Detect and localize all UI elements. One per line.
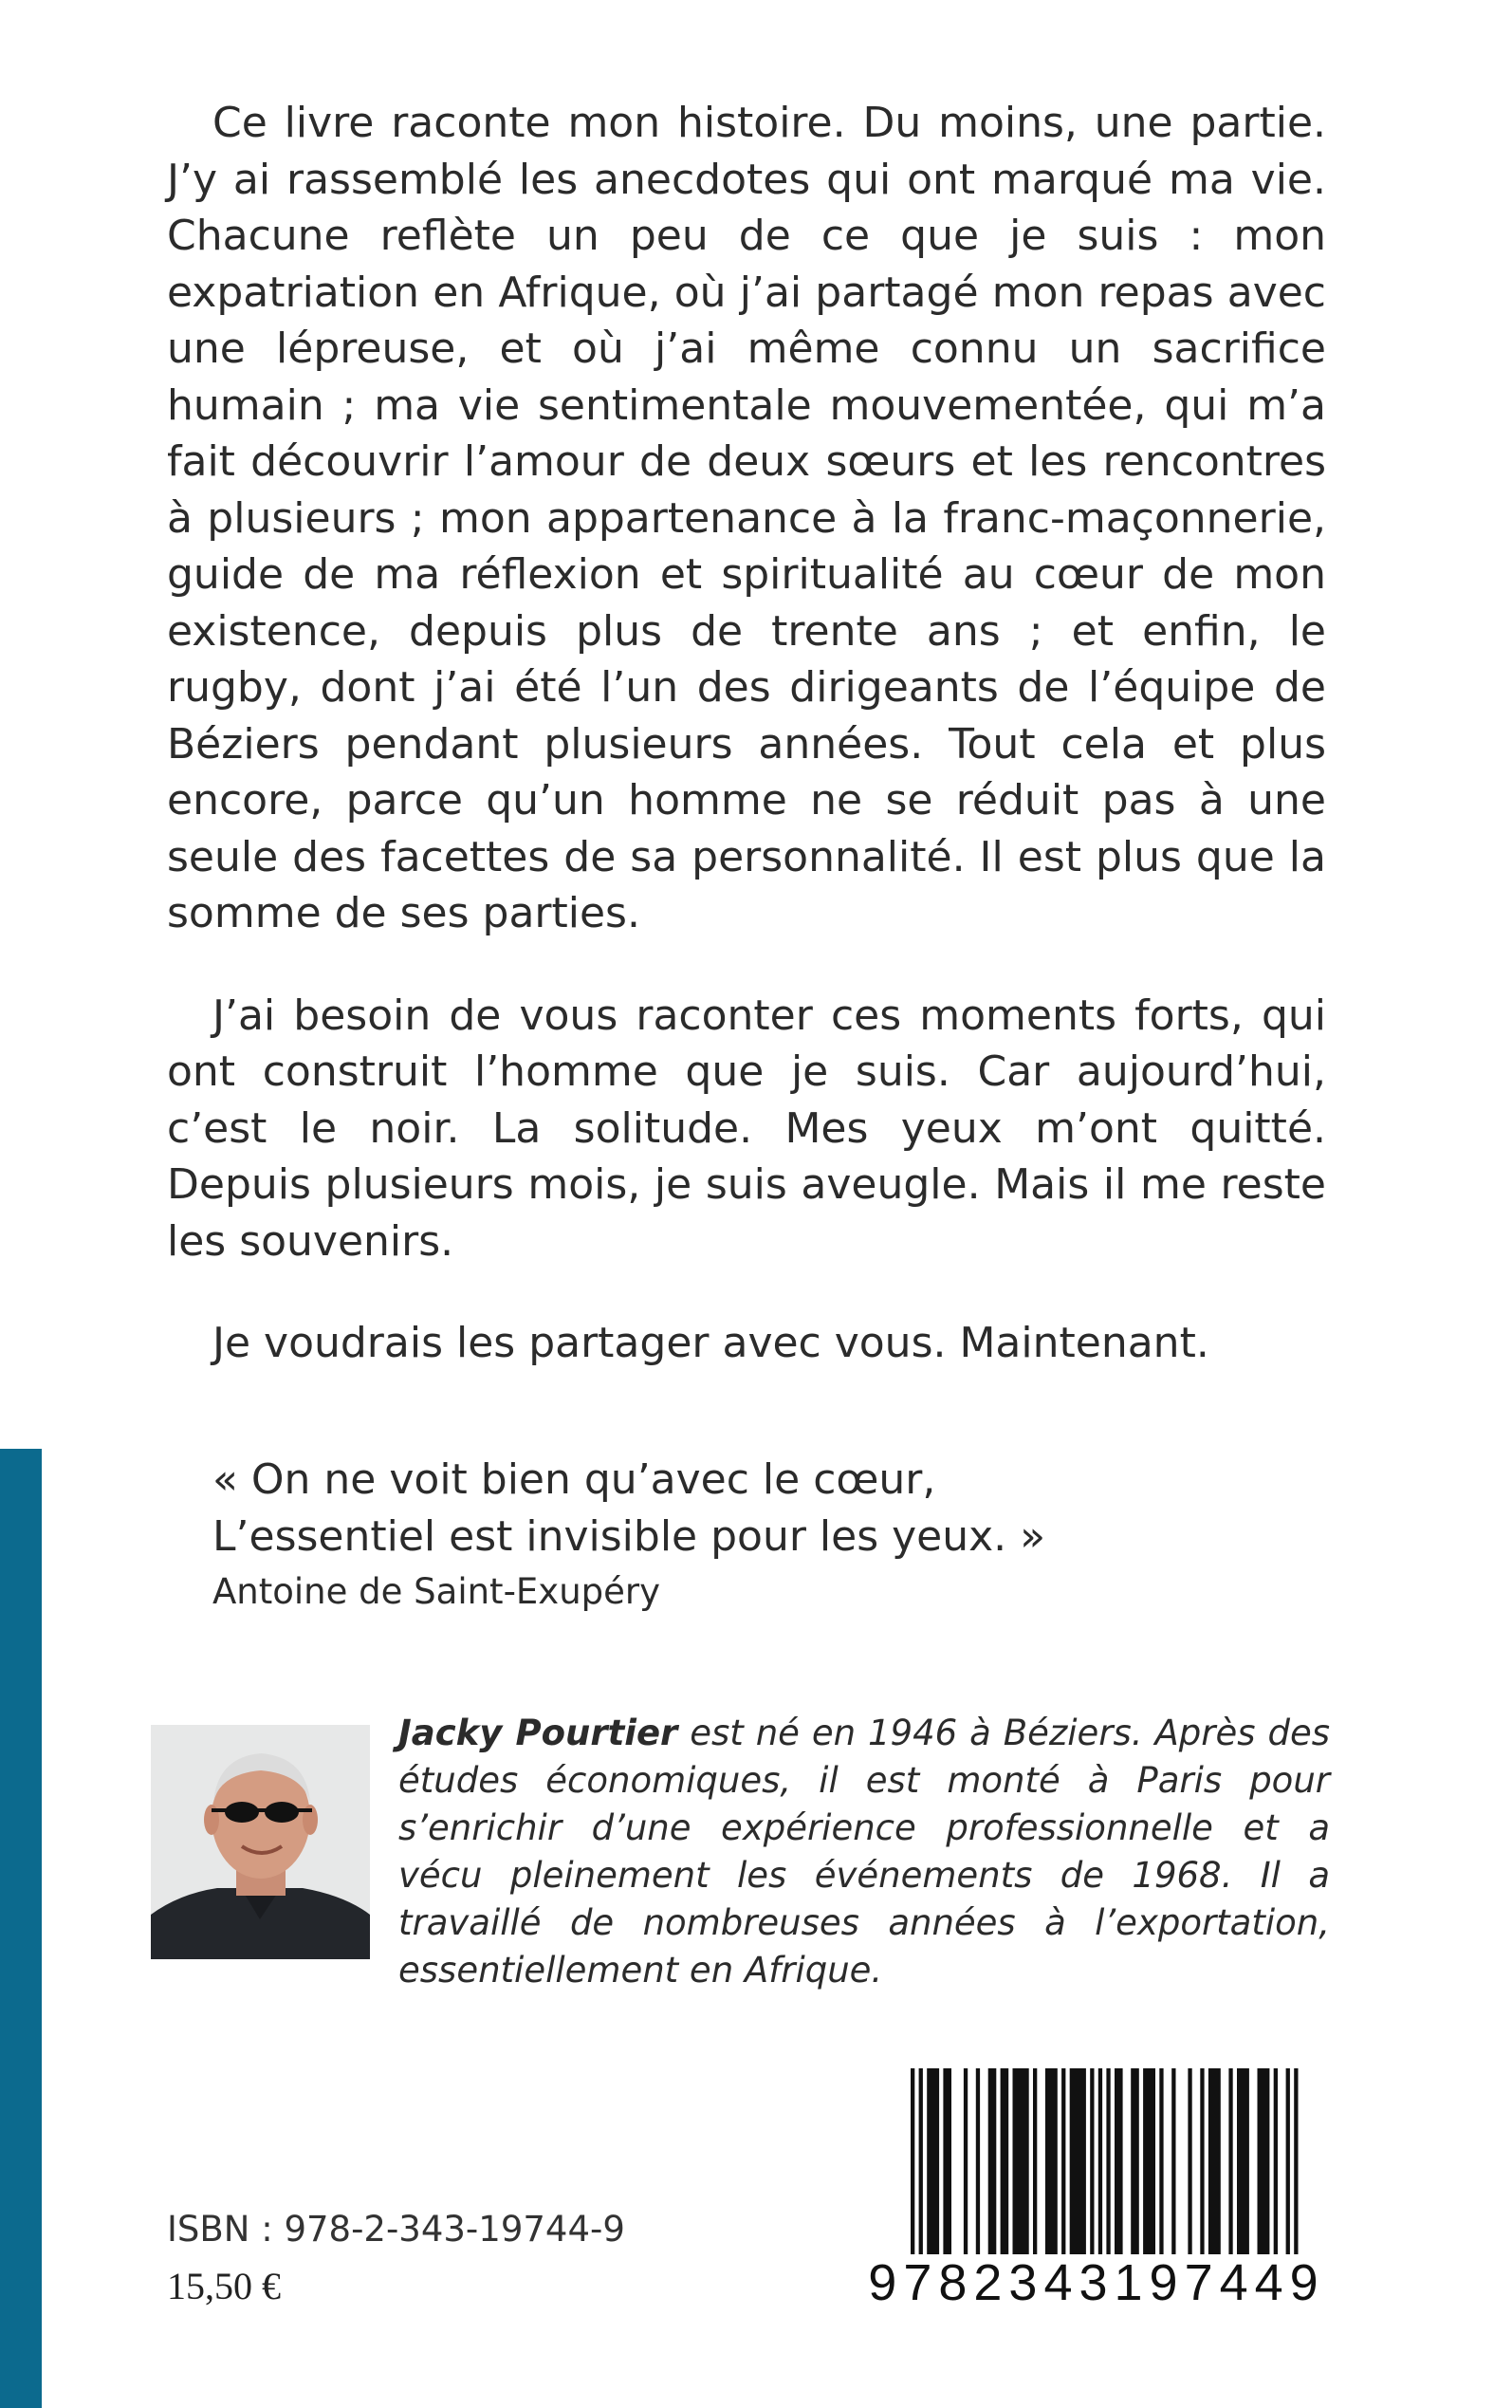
barcode-bar (1013, 2068, 1029, 2254)
quote-line-2: L’essentiel est invisible pour les yeux. » (212, 1511, 1046, 1561)
barcode-bar (1294, 2068, 1298, 2254)
barcode-bar (1045, 2068, 1058, 2254)
barcode-bar (1061, 2068, 1065, 2254)
barcode-bar (1286, 2068, 1290, 2254)
barcode-bar (1106, 2068, 1110, 2254)
barcode-bar (1033, 2068, 1037, 2254)
barcode-bar (1171, 2068, 1175, 2254)
isbn-label: ISBN : 978-2-343-19744-9 (167, 2209, 625, 2250)
quote-author: Antoine de Saint-Exupéry (212, 1571, 661, 1612)
barcode-bar (1001, 2068, 1009, 2254)
barcode-bar (1143, 2068, 1155, 2254)
price-label: 15,50 € (167, 2265, 281, 2307)
barcode-bar (1274, 2068, 1278, 2254)
barcode-bar (988, 2068, 997, 2254)
blurb-paragraph-2: J’ai besoin de vous raconter ces moments forts, qui ont construit l’homme que je suis. Car aujourd’hui, c’est le noir. La solitude. Mes yeux m’ont quitté. Depuis plusieurs mois, je suis aveugle. Mais il me reste les souvenirs. (167, 991, 1326, 1266)
barcode-bar (1237, 2068, 1249, 2254)
author-biography (398, 1710, 1330, 1994)
barcode-bar (1090, 2068, 1094, 2254)
barcode-bar (1228, 2068, 1232, 2254)
back-cover-blurb (167, 95, 1326, 1372)
barcode-bar (1098, 2068, 1102, 2254)
spine-color-bar (0, 1449, 42, 2408)
blurb-paragraph-1: Ce livre raconte mon histoire. Du moins, une partie. J’y ai rassemblé les anecdotes qui ont marqué ma vie. Chacune reflète un peu de ce que je suis : mon expatriation en Afrique, où j’ai partagé mon repas avec une lépreuse, et où j’ai même connu un sacrifice humain ; ma vie sentimentale mouvementée, qui m’a fait découvrir l’amour de deux sœurs et les rencontres à plusieurs ; mon appartenance à la franc-maçonnerie, guide de ma réflexion et spiritualité au cœur de mon existence, depuis plus de trente ans ; et enfin, le rugby, dont j’ai été l’un des dirigeants de l’équipe de Béziers pendant plusieurs années. Tout cela et plus encore, parce qu’un homme ne se réduit pas à une seule des facettes de sa personnalité. Il est plus que la somme de ses parties. (167, 99, 1326, 937)
barcode-bar (1200, 2068, 1204, 2254)
barcode-bar (911, 2068, 914, 2254)
author-photo (151, 1725, 370, 1959)
barcode-bar (1208, 2068, 1221, 2254)
barcode-bar (1159, 2068, 1163, 2254)
barcode-bar (1115, 2068, 1123, 2254)
barcode-bar (976, 2068, 980, 2254)
quote-line-1: « On ne voit bien qu’avec le cœur, (212, 1455, 936, 1504)
barcode-bar (919, 2068, 923, 2254)
barcode-bar (927, 2068, 939, 2254)
barcode-bar (1188, 2068, 1191, 2254)
author-bio-text: est né en 1946 à Béziers. Après des études économiques, il est monté à Paris pour s’enrichir d’une expérience professionnelle et a vécu pleinement les événements de 1968. Il a travaillé de nombreuses années à l’exportation, essentiellement en Afrique. (398, 1713, 1330, 1991)
barcode-bar (964, 2068, 968, 2254)
barcode (863, 2068, 1330, 2311)
barcode-digits: 9782343197449 (868, 2254, 1325, 2311)
barcode-bar (943, 2068, 951, 2254)
blurb-paragraph-3: Je voudrais les partager avec vous. Maintenant. (212, 1319, 1209, 1367)
barcode-bar (1131, 2068, 1139, 2254)
epigraph-quote (212, 1452, 1256, 1616)
author-name: Jacky Pourtier (398, 1713, 678, 1753)
barcode-bar (1258, 2068, 1270, 2254)
barcode-bar (1070, 2068, 1086, 2254)
barcode-bars (863, 2068, 1330, 2254)
